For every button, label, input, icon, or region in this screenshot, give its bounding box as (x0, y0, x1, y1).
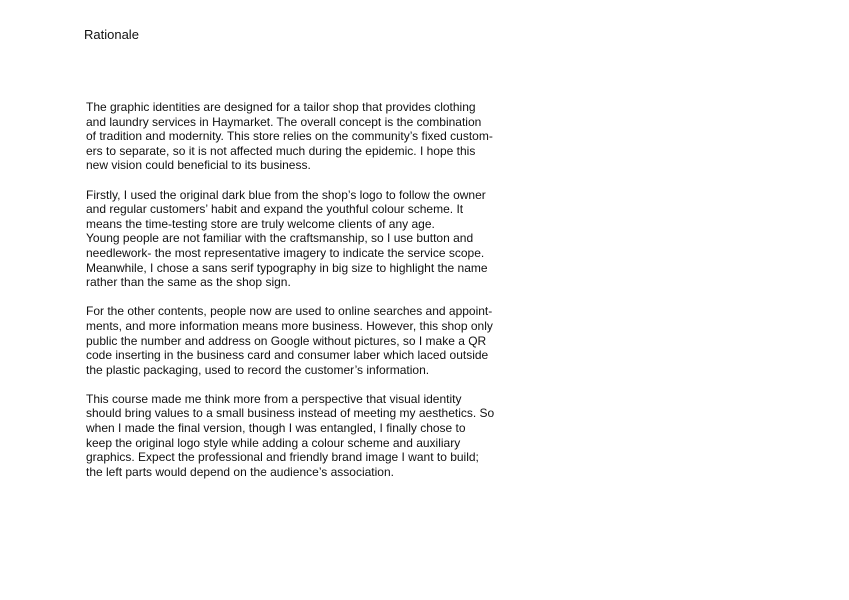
text-line: ers to separate, so it is not affected much during the epidemic. I hope this (86, 143, 476, 158)
text-line: when I made the final version, though I was entangled, I finally chose to (86, 421, 466, 436)
document-body (86, 100, 516, 494)
paragraph-3 (86, 304, 516, 377)
text-line: Meanwhile, I chose a sans serif typography in big size to highlight the name (86, 260, 488, 275)
text-line: code inserting in the business card and consumer laber which laced outside (86, 348, 489, 363)
text-line: keep the original logo style while adding a colour scheme and auxiliary (86, 435, 461, 450)
text-line: needlework- the most representative imagery to indicate the service scope. (86, 245, 485, 260)
paragraph-4 (86, 392, 516, 480)
text-line: public the number and address on Google without pictures, so I make a QR (86, 333, 487, 348)
page-title: Rationale (84, 27, 139, 42)
text-line: and regular customers’ habit and expand the youthful colour scheme. It (86, 202, 464, 217)
text-line: and laundry services in Haymarket. The overall concept is the combination (86, 114, 482, 129)
text-line: of tradition and modernity. This store relies on the community’s fixed custom- (86, 129, 493, 144)
text-line: rather than the same as the shop sign. (86, 275, 291, 290)
text-line: the plastic packaging, used to record the customer’s information. (86, 362, 430, 377)
text-line: For the other contents, people now are used to online searches and appoint- (86, 304, 493, 319)
paragraph-2 (86, 188, 516, 290)
text-line: The graphic identities are designed for a tailor shop that provides clothing (86, 100, 476, 114)
text-line: ments, and more information means more business. However, this shop only (86, 318, 493, 333)
text-line: Firstly, I used the original dark blue from the shop’s logo to follow the owner (86, 187, 486, 202)
text-line: new vision could beneficial to its business. (86, 158, 311, 173)
text-line: the left parts would depend on the audience’s association. (86, 464, 394, 479)
text-line: should bring values to a small business instead of meeting my aesthetics. So (86, 406, 495, 421)
text-line: Young people are not familiar with the craftsmanship, so I use button and (86, 231, 474, 246)
text-line: graphics. Expect the professional and friendly brand image I want to build; (86, 450, 479, 465)
text-line: means the time-testing store are truly welcome clients of any age. (86, 216, 435, 231)
text-line: This course made me think more from a perspective that visual identity (86, 391, 462, 406)
paragraph-1 (86, 100, 516, 173)
